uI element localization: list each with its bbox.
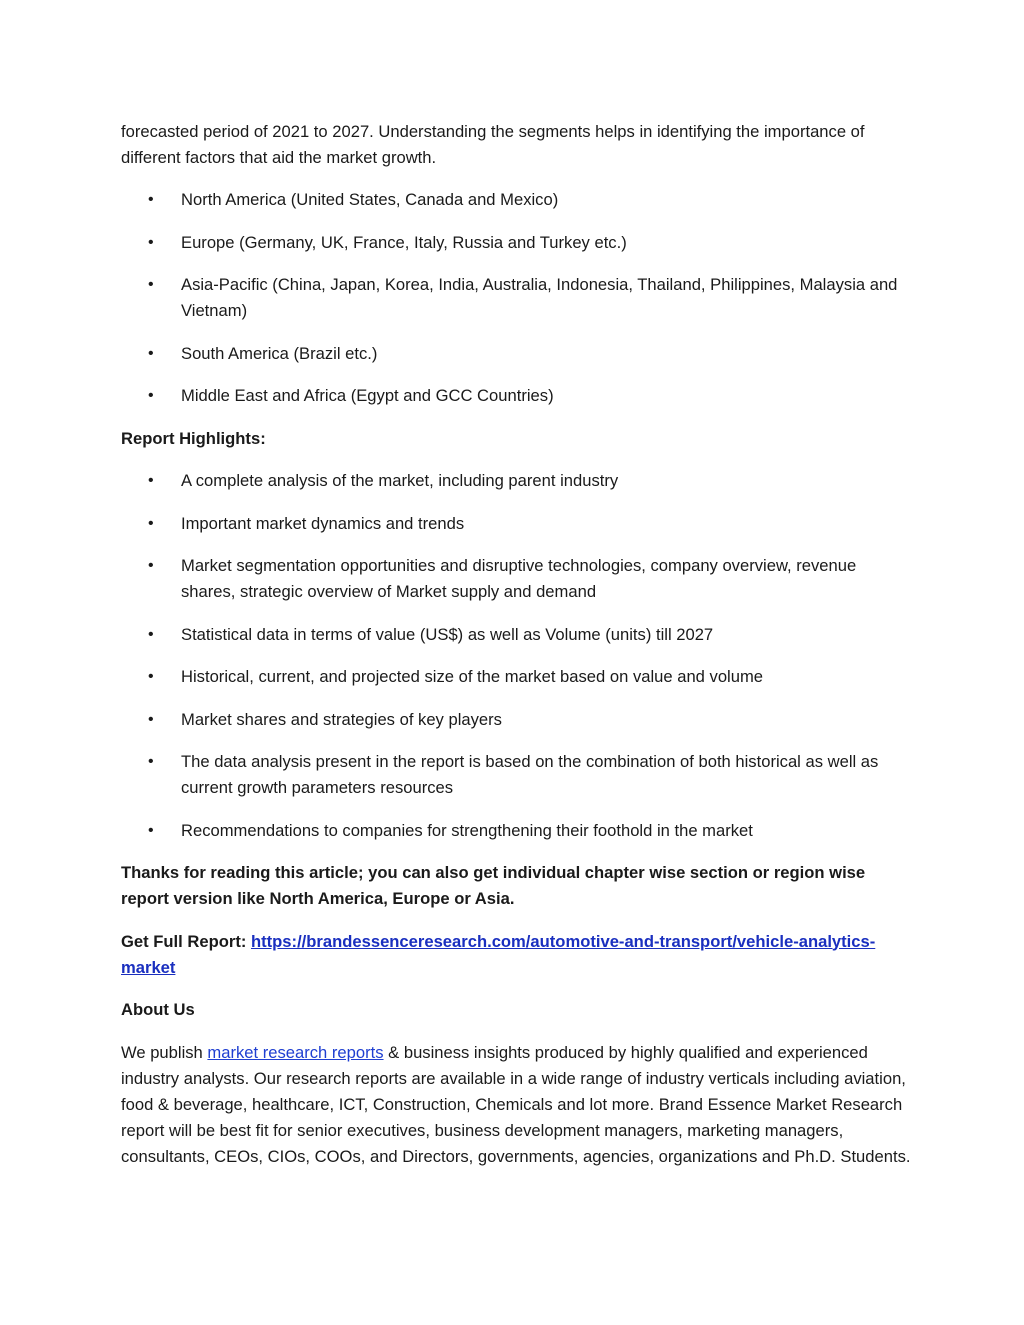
list-item: • The data analysis present in the report is based on the combination of both historical as well as current growth parameters resources bbox=[121, 749, 911, 801]
list-item: • Market shares and strategies of key players bbox=[121, 707, 911, 733]
list-item: • Europe (Germany, UK, France, Italy, Russia and Turkey etc.) bbox=[121, 230, 911, 256]
list-item: • South America (Brazil etc.) bbox=[121, 341, 911, 367]
highlights-heading: Report Highlights: bbox=[121, 428, 266, 448]
full-report-link[interactable]: https://brandessenceresearch.com/automotive-and-transport/vehicle-analytics-market bbox=[121, 931, 876, 977]
market-research-reports-link[interactable]: market research reports bbox=[207, 1042, 384, 1062]
thanks-paragraph: Thanks for reading this article; you can also get individual chapter wise section or region wise report version like North America, Europe or Asia. bbox=[121, 863, 866, 908]
regions-list bbox=[121, 187, 911, 409]
list-item: • Middle East and Africa (Egypt and GCC Countries) bbox=[121, 383, 911, 409]
full-report-label: Get Full Report: bbox=[121, 931, 251, 951]
list-item: • A complete analysis of the market, including parent industry bbox=[121, 468, 911, 494]
full-report-paragraph bbox=[121, 929, 911, 981]
document-body bbox=[121, 119, 911, 1186]
list-item: • Market segmentation opportunities and disruptive technologies, company overview, revenue shares, strategic overview of Market supply and demand bbox=[121, 553, 911, 605]
list-item: • Recommendations to companies for strengthening their foothold in the market bbox=[121, 818, 911, 844]
list-item: • Important market dynamics and trends bbox=[121, 511, 911, 537]
about-prefix: We publish bbox=[121, 1042, 208, 1062]
about-paragraph bbox=[121, 1040, 911, 1170]
about-suffix: & business insights produced by highly qualified and experienced industry analysts. Our research reports are available in a wide range of industry verticals including aviation, food & beverage, healthcare, ICT, Construction, Chemicals and lot more. Brand Essence Market Research report will be best fit for senior executives, business development managers, marketing managers, consultants, CEOs, CIOs, COOs, and Directors, governments, agencies, organizations and Ph.D. Students. bbox=[121, 1042, 911, 1166]
intro-paragraph: forecasted period of 2021 to 2027. Understanding the segments helps in identifying the importance of different factors that aid the market growth. bbox=[121, 122, 865, 167]
list-item: • Historical, current, and projected size of the market based on value and volume bbox=[121, 664, 911, 690]
about-heading: About Us bbox=[121, 1000, 195, 1019]
list-item: • Asia-Pacific (China, Japan, Korea, India, Australia, Indonesia, Thailand, Philippines, Malaysia and Vietnam) bbox=[121, 272, 911, 324]
list-item: • North America (United States, Canada and Mexico) bbox=[121, 187, 911, 213]
list-item: • Statistical data in terms of value (US$) as well as Volume (units) till 2027 bbox=[121, 622, 911, 648]
highlights-list bbox=[121, 468, 911, 844]
